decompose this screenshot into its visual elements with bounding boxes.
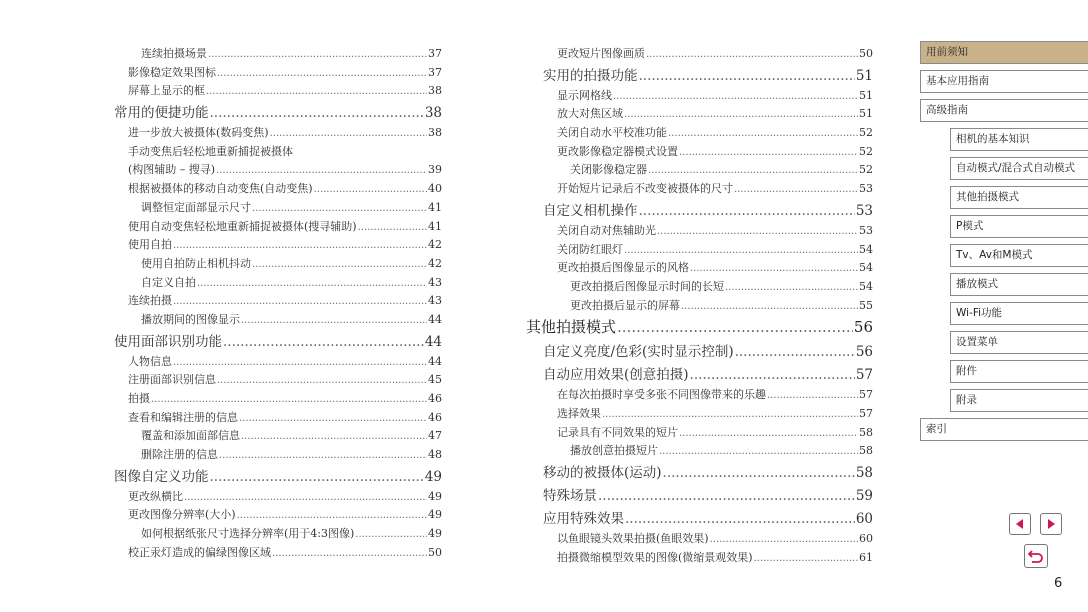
- toc-entry-label: 更改拍摄后图像显示时间的长短: [570, 279, 724, 293]
- toc-entry-label: 应用特殊效果: [543, 511, 624, 527]
- toc-column-left: [114, 45, 442, 563]
- toc-entry-label: 更改影像稳定器模式设置: [557, 144, 678, 158]
- toc-leader-dots: [624, 106, 858, 124]
- toc-entry-label: 特殊场景: [543, 488, 597, 504]
- toc-entry-label: 自动应用效果(创意拍摄): [543, 367, 689, 384]
- toc-entry[interactable]: [114, 427, 442, 446]
- toc-entry-page: 50: [859, 47, 873, 60]
- toc-entry-page: 42: [428, 238, 442, 252]
- toc-entry-page: 54: [859, 279, 873, 293]
- toc-entry[interactable]: [543, 241, 873, 260]
- toc-entry-label: 自定义相机操作: [543, 202, 638, 219]
- toc-leader-dots: [358, 219, 427, 237]
- toc-leader-dots: [657, 223, 858, 241]
- toc-entry-page: 50: [428, 545, 442, 559]
- toc-entry-page: 51: [855, 67, 873, 84]
- toc-entry-page: 52: [859, 126, 873, 140]
- toc-entry-label: 图像自定义功能: [114, 468, 209, 485]
- toc-entry-label: 记录具有不同效果的短片: [557, 425, 678, 439]
- toc-entry-page: 56: [855, 344, 873, 361]
- toc-entry-label: 删除注册的信息: [141, 448, 218, 462]
- toc-leader-dots: [197, 275, 427, 293]
- toc-entry-page: 44: [428, 354, 442, 368]
- toc-entry-label: 更改短片图像画质: [557, 47, 645, 60]
- toc-entry[interactable]: [543, 340, 873, 363]
- toc-leader-dots: [625, 508, 855, 530]
- toc-entry-label: 自定义亮度/色彩(实时显示控制): [543, 344, 734, 361]
- next-page-button[interactable]: [1040, 513, 1062, 535]
- toc-leader-dots: [239, 410, 427, 428]
- toc-entry-page: 47: [428, 429, 442, 443]
- toc-entry-label: 拍摄微缩模型效果的图像(微缩景观效果): [557, 550, 753, 564]
- toc-entry-label: 移动的被摄体(运动): [543, 465, 662, 481]
- toc-leader-dots: [210, 466, 424, 488]
- toc-entry-label: 自定义自拍: [141, 275, 196, 289]
- right-triangle-icon: [1045, 518, 1057, 530]
- toc-leader-dots: [237, 507, 427, 525]
- toc-entry[interactable]: [114, 161, 442, 180]
- toc-entry-label: 关闭影像稳定器: [570, 163, 647, 177]
- toc-entry[interactable]: [543, 124, 873, 143]
- toc-leader-dots: [173, 354, 427, 372]
- toc-entry-label: 在每次拍摄时享受多张不同图像带来的乐趣: [557, 388, 766, 402]
- nav-tab[interactable]: 附录: [950, 389, 1088, 412]
- toc-entry-label: 校正汞灯造成的偏绿图像区域: [128, 545, 271, 559]
- toc-entry-page: 60: [859, 532, 873, 545]
- toc-entry-label: 其他拍摄模式: [526, 318, 617, 337]
- toc-entry[interactable]: [114, 218, 442, 237]
- toc-leader-dots: [217, 372, 427, 390]
- toc-leader-dots: [314, 181, 427, 199]
- toc-entry[interactable]: [114, 255, 442, 274]
- toc-leader-dots: [241, 428, 427, 446]
- toc-entry-page: 43: [428, 294, 442, 308]
- toc-leader-dots: [690, 260, 858, 278]
- toc-entry-label: 使用自拍防止相机抖动: [141, 256, 251, 270]
- toc-entry[interactable]: [543, 143, 873, 162]
- toc-entry[interactable]: [114, 45, 442, 64]
- toc-leader-dots: [272, 545, 427, 563]
- toc-entry-page: 49: [428, 508, 442, 522]
- toc-entry-page: 52: [859, 163, 873, 177]
- toc-leader-dots: [681, 298, 858, 316]
- toc-entry[interactable]: [543, 64, 873, 87]
- toc-entry-label: 常用的便捷功能: [114, 105, 209, 122]
- toc-leader-dots: [624, 242, 858, 260]
- toc-entry-label: 查看和编辑注册的信息: [128, 410, 238, 424]
- toc-entry-label: 显示网格线: [557, 88, 612, 102]
- toc-entry-label: 覆盖和添加面部信息: [141, 429, 240, 443]
- toc-leader-dots: [710, 531, 858, 549]
- toc-entry-label: 选择效果: [557, 406, 601, 420]
- toc-leader-dots: [646, 46, 858, 64]
- toc-entry[interactable]: [114, 292, 442, 311]
- toc-entry-label: 关闭防红眼灯: [557, 242, 623, 256]
- toc-entry[interactable]: [543, 105, 873, 124]
- toc-entry-page: 46: [428, 392, 442, 405]
- toc-entry-label: 播放创意拍摄短片: [570, 444, 658, 458]
- toc-entry-label: 更改拍摄后图像显示的风格: [557, 261, 689, 275]
- toc-entry[interactable]: [543, 530, 873, 549]
- toc-entry-label: 影像稳定效果图标: [128, 65, 216, 79]
- toc-entry-page: 43: [428, 275, 442, 289]
- toc-entry-label: 播放期间的图像显示: [141, 312, 240, 326]
- toc-entry[interactable]: [543, 386, 873, 405]
- toc-leader-dots: [210, 102, 424, 124]
- toc-leader-dots: [355, 526, 427, 544]
- toc-entry[interactable]: [114, 525, 442, 544]
- toc-entry-label: 关闭自动水平校准功能: [557, 126, 667, 140]
- toc-entry[interactable]: [114, 488, 442, 507]
- toc-leader-dots: [173, 293, 427, 311]
- toc-leader-dots: [679, 144, 858, 162]
- toc-entry-page: 37: [428, 65, 442, 79]
- toc-leader-dots: [639, 65, 855, 87]
- toc-entry-page: 40: [428, 182, 442, 196]
- toc-leader-dots: [217, 65, 427, 83]
- toc-entry[interactable]: [543, 87, 873, 106]
- toc-entry[interactable]: [543, 461, 873, 484]
- toc-leader-dots: [151, 391, 427, 409]
- toc-entry-page: 44: [428, 312, 442, 326]
- nav-tab[interactable]: 其他拍摄模式: [950, 186, 1088, 209]
- toc-entry-label: 使用面部识别功能: [114, 333, 222, 350]
- toc-entry-page: 55: [859, 298, 873, 312]
- toc-entry-label: 以鱼眼镜头效果拍摄(鱼眼效果): [557, 532, 709, 545]
- toc-entry-page: 53: [859, 182, 873, 196]
- toc-entry-label: 进一步放大被摄体(数码变焦): [128, 126, 269, 140]
- toc-entry-page: 61: [859, 550, 873, 564]
- toc-entry-page: 51: [859, 88, 873, 102]
- toc-leader-dots: [690, 364, 855, 386]
- nav-tab[interactable]: 高级指南: [920, 99, 1088, 122]
- nav-tab[interactable]: Tv、Av和M模式: [950, 244, 1088, 267]
- toc-entry-page: 53: [855, 202, 873, 219]
- toc-entry-page: 54: [859, 242, 873, 256]
- toc-entry-page: 39: [428, 163, 442, 177]
- toc-entry[interactable]: [114, 143, 442, 162]
- toc-leader-dots: [754, 550, 858, 568]
- toc-leader-dots: [219, 447, 427, 465]
- toc-leader-dots: [613, 88, 858, 106]
- nav-tab[interactable]: P模式: [950, 215, 1088, 238]
- toc-entry-page: 58: [855, 465, 873, 481]
- nav-tab[interactable]: 自动模式/混合式自动模式: [950, 157, 1088, 180]
- toc-column-right: [526, 45, 873, 567]
- toc-entry-page: 59: [855, 488, 873, 504]
- toc-leader-dots: [252, 256, 427, 274]
- toc-entry[interactable]: [543, 405, 873, 424]
- toc-entry-label: 实用的拍摄功能: [543, 67, 638, 84]
- toc-entry[interactable]: [114, 311, 442, 330]
- toc-entry-label: 使用自动变焦轻松地重新捕捉被摄体(搜寻辅助): [128, 219, 357, 233]
- toc-entry-page: 53: [859, 223, 873, 237]
- toc-leader-dots: [734, 181, 858, 199]
- toc-leader-dots: [602, 406, 858, 424]
- toc-entry[interactable]: [114, 199, 442, 218]
- toc-entry-label: 更改纵横比: [128, 489, 183, 503]
- toc-entry[interactable]: [543, 199, 873, 222]
- toc-entry-label: 屏幕上显示的框: [128, 84, 205, 98]
- toc-entry-page: 46: [428, 410, 442, 424]
- toc-leader-dots: [223, 331, 424, 353]
- nav-tab[interactable]: 索引: [920, 418, 1088, 441]
- toc-entry-label: 手动变焦后轻松地重新捕捉被摄体: [128, 144, 293, 158]
- nav-tab[interactable]: 播放模式: [950, 273, 1088, 296]
- toc-entry-label: 放大对焦区域: [557, 107, 623, 121]
- toc-entry[interactable]: [114, 124, 442, 143]
- toc-entry[interactable]: [114, 465, 442, 488]
- toc-entry[interactable]: [543, 507, 873, 530]
- toc-entry-page: 58: [859, 425, 873, 439]
- toc-entry-page: 38: [428, 84, 442, 98]
- toc-leader-dots: [208, 46, 427, 64]
- toc-entry[interactable]: [543, 442, 873, 461]
- toc-entry[interactable]: [114, 353, 442, 372]
- nav-tab[interactable]: 用前须知: [920, 41, 1088, 64]
- toc-entry[interactable]: [543, 259, 873, 278]
- toc-entry-page: 54: [859, 261, 873, 275]
- toc-entry-page: 41: [428, 219, 442, 233]
- toc-entry[interactable]: [526, 315, 873, 340]
- toc-leader-dots: [679, 425, 858, 443]
- toc-entry-page: 49: [424, 468, 442, 485]
- toc-entry[interactable]: [543, 297, 873, 316]
- toc-entry-label: (构图辅助 – 搜寻): [128, 163, 216, 177]
- toc-leader-dots: [659, 443, 858, 461]
- toc-entry-label: 根据被摄体的移动自动变焦(自动变焦): [128, 182, 313, 196]
- section-nav: [920, 41, 1088, 447]
- toc-entry-page: 38: [428, 126, 442, 140]
- toc-entry-page: 37: [428, 47, 442, 60]
- toc-entry-page: 60: [855, 511, 873, 527]
- toc-entry-page: 49: [428, 489, 442, 503]
- toc-entry-page: 57: [855, 367, 873, 384]
- toc-leader-dots: [735, 341, 855, 363]
- toc-entry[interactable]: [114, 82, 442, 101]
- toc-leader-dots: [252, 200, 427, 218]
- toc-entry[interactable]: [114, 506, 442, 525]
- left-triangle-icon: [1014, 518, 1026, 530]
- toc-leader-dots: [184, 489, 427, 507]
- toc-entry-page: 48: [428, 448, 442, 462]
- toc-entry-label: 连续拍摄场景: [141, 47, 207, 60]
- toc-entry-page: 45: [428, 373, 442, 387]
- toc-entry[interactable]: [543, 484, 873, 507]
- toc-entry[interactable]: [114, 371, 442, 390]
- toc-entry-page: 42: [428, 256, 442, 270]
- nav-tab[interactable]: Wi-Fi功能: [950, 302, 1088, 325]
- toc-entry-label: 拍摄: [128, 392, 150, 405]
- toc-entry[interactable]: [543, 222, 873, 241]
- toc-entry-page: 56: [853, 318, 873, 337]
- nav-tab[interactable]: 附件: [950, 360, 1088, 383]
- nav-tab[interactable]: 相机的基本知识: [950, 128, 1088, 151]
- toc-leader-dots: [617, 315, 853, 340]
- toc-entry-label: 注册面部识别信息: [128, 373, 216, 387]
- toc-entry[interactable]: [543, 278, 873, 297]
- toc-entry[interactable]: [543, 363, 873, 386]
- prev-page-button[interactable]: [1009, 513, 1031, 535]
- toc-leader-dots: [206, 83, 427, 101]
- toc-leader-dots: [216, 162, 427, 180]
- toc-entry[interactable]: [543, 161, 873, 180]
- toc-entry-label: 使用自拍: [128, 238, 172, 252]
- toc-leader-dots: [648, 162, 858, 180]
- return-arrow-icon: [1028, 549, 1044, 563]
- toc-entry[interactable]: [114, 274, 442, 293]
- toc-entry[interactable]: [543, 180, 873, 199]
- toc-entry-page: 57: [859, 406, 873, 420]
- toc-entry[interactable]: [543, 424, 873, 443]
- toc-entry[interactable]: [114, 180, 442, 199]
- toc-entry[interactable]: [114, 64, 442, 83]
- toc-leader-dots: [270, 125, 427, 143]
- toc-entry-label: 连续拍摄: [128, 294, 172, 308]
- toc-entry-page: 51: [859, 107, 873, 121]
- toc-leader-dots: [725, 279, 858, 297]
- toc-leader-dots: [241, 312, 427, 330]
- toc-leader-dots: [668, 125, 858, 143]
- toc-leader-dots: [598, 485, 855, 507]
- toc-entry-page: 52: [859, 144, 873, 158]
- toc-entry[interactable]: [114, 390, 442, 409]
- toc-entry-label: 如何根据纸张尺寸选择分辨率(用于4:3图像): [141, 527, 355, 541]
- toc-entry[interactable]: [114, 446, 442, 465]
- toc-entry[interactable]: [543, 45, 873, 64]
- toc-entry[interactable]: [114, 544, 442, 563]
- toc-entry[interactable]: [114, 236, 442, 255]
- return-button[interactable]: [1024, 544, 1048, 568]
- toc-entry-page: 38: [424, 105, 442, 122]
- toc-entry-label: 关闭自动对焦辅助光: [557, 223, 656, 237]
- toc-entry-label: 更改拍摄后显示的屏幕: [570, 298, 680, 312]
- toc-entry-label: 开始短片记录后不改变被摄体的尺寸: [557, 182, 733, 196]
- toc-entry-label: 更改图像分辨率(大小): [128, 508, 236, 522]
- toc-entry[interactable]: [114, 101, 442, 124]
- toc-entry[interactable]: [114, 330, 442, 353]
- toc-entry-page: 58: [859, 444, 873, 458]
- toc-entry[interactable]: [114, 409, 442, 428]
- toc-entry-page: 44: [424, 333, 442, 350]
- toc-entry-label: 调整恒定面部显示尺寸: [141, 200, 251, 214]
- toc-entry[interactable]: [543, 549, 873, 568]
- toc-leader-dots: [767, 387, 858, 405]
- toc-leader-dots: [663, 462, 855, 484]
- toc-entry-page: 57: [859, 388, 873, 402]
- toc-entry-page: 49: [428, 527, 442, 541]
- toc-leader-dots: [639, 200, 855, 222]
- toc-leader-dots: [173, 237, 427, 255]
- nav-tab[interactable]: 设置菜单: [950, 331, 1088, 354]
- page-number: 6: [1054, 576, 1063, 591]
- toc-entry-page: 41: [428, 200, 442, 214]
- toc-entry-label: 人物信息: [128, 354, 172, 368]
- nav-tab[interactable]: 基本应用指南: [920, 70, 1088, 93]
